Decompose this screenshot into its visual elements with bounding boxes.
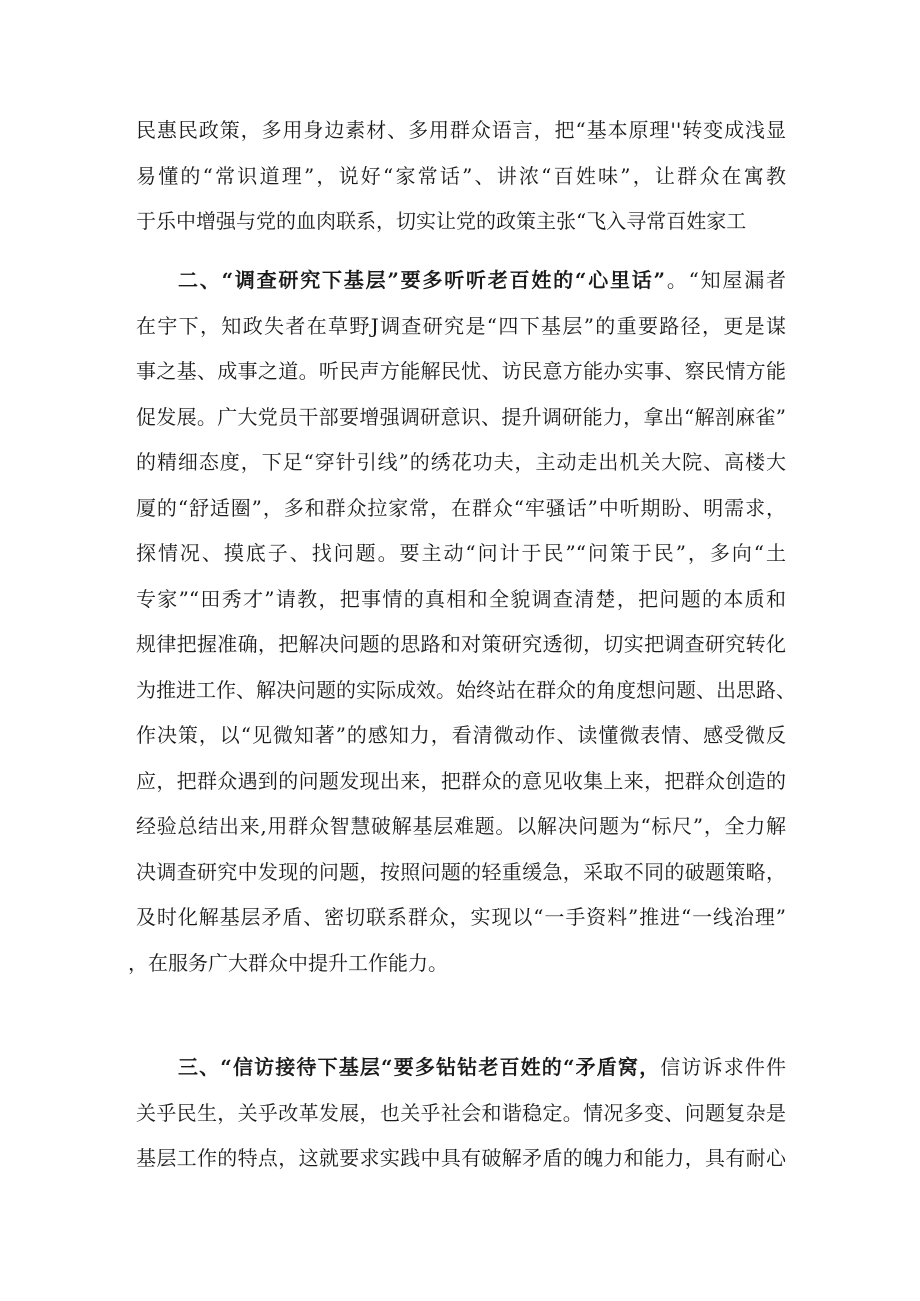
paragraph-line: 厦的“舒适圈”，多和群众拉家常，在群众“牢骚话”中听期盼、明需求， (136, 496, 786, 520)
section-heading-line (178, 268, 786, 292)
paragraph-line: 基层工作的特点，这就要求实践中具有破解矛盾的魄力和能力，具有耐心 (136, 1146, 786, 1170)
paragraph-line: 规律把握准确，把解决问题的思路和对策研究透彻，切实把调查研究转化 (136, 632, 786, 656)
paragraph-line: 应，把群众遇到的问题发现出来，把群众的意见收集上来，把群众创造的 (136, 769, 786, 793)
paragraph-line: 易懂的“常识道理”，说好“家常话”、讲浓“百姓味”，让群众在寓教 (136, 164, 786, 188)
paragraph-line: 促发展。广大党员干部要增强调研意识、提升调研能力，拿出“解剖麻雀” (136, 405, 786, 429)
paragraph-line: 作决策，以“见微知著”的感知力，看清微动作、读懂微表情、感受微反 (136, 723, 786, 747)
section-heading: 三、“信访接待下基层“要多钻钻老百姓的“矛盾窝， (178, 1055, 661, 1079)
paragraph-line: 决调查研究中发现的问题，按照问题的轻重缓急，采取不同的破题策略， (136, 860, 786, 884)
paragraph-text: 信访诉求件件 (660, 1055, 787, 1079)
paragraph-line: 的精细态度，下足“穿针引线”的绣花功夫，主动走出机关大院、高楼大 (136, 450, 786, 474)
paragraph-line: 经验总结出来,用群众智慧破解基层难题。以解决问题为“标尺”，全力解 (136, 814, 786, 838)
paragraph-line: 专家”“田秀才”请教，把事情的真相和全貌调查清楚，把问题的本质和 (136, 587, 786, 611)
paragraph-line: 民惠民政策，多用身边素材、多用群众语言，把“基本原理''转变成浅显 (136, 118, 786, 142)
section-heading-line (178, 1055, 786, 1079)
paragraph-line: ，在服务广大群众中提升工作能力。 (128, 951, 448, 975)
paragraph-line: 在宇下，知政失者在草野J调查研究是“四下基层”的重要路径，更是谋 (136, 314, 786, 338)
paragraph-line: 事之基、成事之道。听民声方能解民忧、访民意方能办实事、察民情方能 (136, 359, 786, 383)
paragraph-line: 及时化解基层矛盾、密切联系群众，实现以“一手资料”推进“一线治理” (136, 905, 786, 929)
section-heading: 二、“调查研究下基层”要多听听老百姓的“心里话” (178, 268, 666, 292)
paragraph-line: 为推进工作、解决问题的实际成效。始终站在群众的角度想问题、出思路、 (136, 678, 796, 702)
paragraph-line: 于乐中增强与党的血肉联系，切实让党的政策主张“飞入寻常百姓家工 (136, 209, 747, 233)
paragraph-text: 。“知屋漏者 (665, 268, 786, 292)
paragraph-line: 探情况、摸底子、找问题。要主动“问计于民”“问策于民”，多向“土 (136, 541, 786, 565)
paragraph-line: 关乎民生，关乎改革发展，也关乎社会和谐稳定。情况多变、问题复杂是 (136, 1101, 786, 1125)
